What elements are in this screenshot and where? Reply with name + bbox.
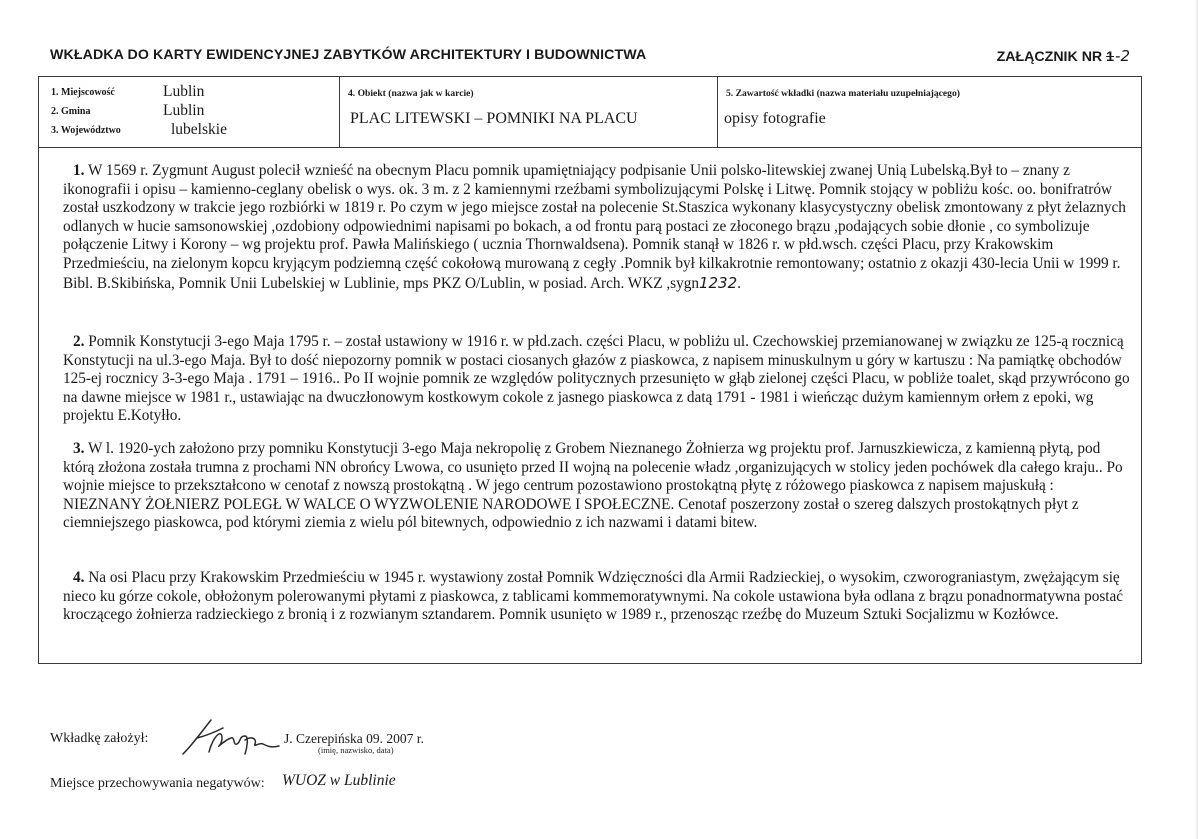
document-title: WKŁADKA DO KARTY EWIDENCYJNEJ ZABYTKÓW ARCHITEKTURY I BUDOWNICTWA — [50, 47, 647, 63]
annex-number — [997, 47, 1130, 65]
paragraph-3 — [63, 440, 1135, 533]
contents-value: opisy fotografie — [724, 110, 826, 127]
paragraph-text: Na osi Placu przy Krakowskim Przedmieściu w 1945 r. wystawiony został Pomnik Wdzięczności dla Armii Radzieckiej, o wysokim, czworograniastym, zwężającym się nieco ku górze cokole, obłożonym polerowanymi płytami z piaskowca, z tablicami kommemoratywnymi. Na cokole ustawiona była odlana z brązu ponadnormatywna postać kroczącego żołnierza radzieckiego z bronią i z rozwianym sztandarem. Pomnik usunięto w 1989 r., przenosząc rzeźbę do Muzeum Sztuki Socjalizmu w Kozłówce. — [63, 569, 1124, 624]
author-caption: (imię, nazwisko, data) — [318, 745, 394, 755]
town-label: 1. Miejscowość — [51, 87, 115, 98]
annex-handwritten-number: -2 — [1115, 47, 1130, 65]
voivodeship-value: lubelskie — [171, 121, 227, 138]
contents-label: 5. Zawartość wkładki (nazwa materiału uzupełniającego) — [726, 88, 960, 99]
annex-struck-number: 1 — [1106, 49, 1115, 65]
annex-label: ZAŁĄCZNIK NR — [996, 49, 1103, 65]
paragraph-text: W l. 1920-ych założono przy pomniku Konstytucji 3-ego Maja nekropolię z Grobem Nieznanego Żołnierza wg projektu prof. Jarnuszkiewicza, z kamienną płytą, pod którą złożona została trumna z prochami NN obrońcy Lwowa, co usunięto przed II wojną na polecenie władz ,organizujących w stolicy jeden pochówek dla całego kraju.. Po wojnie miejsce to przekształcono w cenotaf z nowszą prostokątną . W jego centrum pozostawiono prostokątną płytę z różowego piaskowca z napisem majuskułą : NIEZNANY ŻOŁNIERZ POLEGŁ W WALCE O WYZWOLENIE NARODOWE I SPOŁECZNE. Cenotaf poszerzony został o szereg dalszych prostokątnych płyt z ciemniejszego piaskowca, pod którymi ziemia z wielu pól bitewnych, odpowiednio z ich nazwami i datami bitew. — [63, 440, 1123, 532]
voivodeship-label: 3. Województwo — [51, 125, 121, 136]
location-row-commune — [51, 102, 331, 120]
info-table — [38, 76, 1142, 148]
object-label: 4. Obiekt (nazwa jak w karcie) — [348, 88, 474, 99]
commune-label: 2. Gmina — [51, 106, 91, 117]
paragraph-2 — [63, 333, 1135, 426]
paragraph-number: 2. — [73, 333, 85, 350]
storage-value: WUOZ w Lublinie — [282, 772, 396, 789]
header — [50, 47, 1130, 67]
paragraph-1 — [63, 162, 1135, 293]
paragraph-number: 3. — [73, 440, 85, 457]
paragraph-text: Pomnik Konstytucji 3-ego Maja 1795 r. – został ustawiony w 1916 r. w płd.zach. części Placu, w pobliżu ul. Czechowskiej przemianowanej w związku ze 125-ą rocznicą Konstytucji na ul.3-ego Maja. Był to dość niepozorny pomnik w postaci ciosanych głazów z piaskowca, z napisem minuskulnym u góry w kartuszu : Na pamiątkę obchodów 125-ej rocznicy 3-3-ego Maja . 1791 – 1916.. Po II wojnie pomnik ze względów politycznych przesunięto w głąb zielonej części Placu, w pobliże toalet, skąd przywrócono go na dawne miejsce w 1981 r., ustawiając na dwuczłonowym kostkowym cokole z jasnego piaskowca z datą 1791 - 1981 i wieńcząc dużym kamiennym orłem z epoki, wg projektu E.Kotyłło. — [63, 333, 1130, 425]
contents-cell — [717, 77, 1141, 147]
object-cell — [339, 77, 717, 147]
paragraph-4 — [63, 569, 1135, 625]
object-value: PLAC LITEWSKI – POMNIKI NA PLACU — [350, 110, 638, 127]
location-cell — [39, 77, 339, 147]
location-row-town — [51, 83, 331, 101]
handwritten-signature-number: 1232 — [699, 273, 738, 292]
author-name: J. Czerepińska 09. 2007 r. — [284, 731, 424, 746]
location-row-voivodeship — [51, 121, 331, 139]
paragraph-number: 1. — [73, 162, 85, 179]
paragraph-tail: . — [737, 274, 741, 292]
paragraph-text: W 1569 r. Zygmunt August polecił wznieść na obecnym Placu pomnik upamiętniający podpisanie Unii polsko-litewskiej zwanej Unią Lubelską.Był to – znany z ikonografii i opisu – kamienno-ceglany obelisk o wys. ok. 3 m. z 2 kamiennymi rzeźbami symbolizującymi Polskę i Litwę. Pomnik stojący w pobliżu kośc. oo. bonifratrów został uszkodzony w trakcie jego rozbiórki w 1819 r. Po czym w jego miejsce został na polecenie St.Staszica wykonany klasycystyczny obelisk zmontowany z płyt żelaznych odlanych w hucie samsonowskiej ,ozdobiony odpowiednimi napisami po bokach, a od frontu parą postaci ze złoconego brązu ,podających sobie dłonie , co symbolizuje połączenie Litwy i Korony – wg projektu prof. Pawła Malińskiego ( ucznia Thornwaldsena). Pomnik stanął w 1826 r. w płd.wsch. części Placu, przy Krakowskim Przedmieściu, na zielonym kopcu kryjącym podziemną część cokołową murowaną z cegły .Pomnik był kilkakrotnie remontowany; ostatnio z okazji 430-lecia Unii w 1999 r. Bibl. B.Skibińska, Pomnik Unii Lubelskiej w Lublinie, mps PKZ O/Lublin, w posiad. Arch. WKZ ,sygn — [63, 162, 1126, 292]
author-label: Wkładkę założył: — [50, 731, 149, 746]
handwritten-signature — [175, 714, 285, 760]
description-box — [38, 148, 1142, 664]
storage-label: Miejsce przechowywania negatywów: — [50, 776, 265, 791]
commune-value: Lublin — [163, 102, 205, 119]
paragraph-number: 4. — [73, 569, 85, 586]
town-value: Lublin — [163, 83, 205, 100]
